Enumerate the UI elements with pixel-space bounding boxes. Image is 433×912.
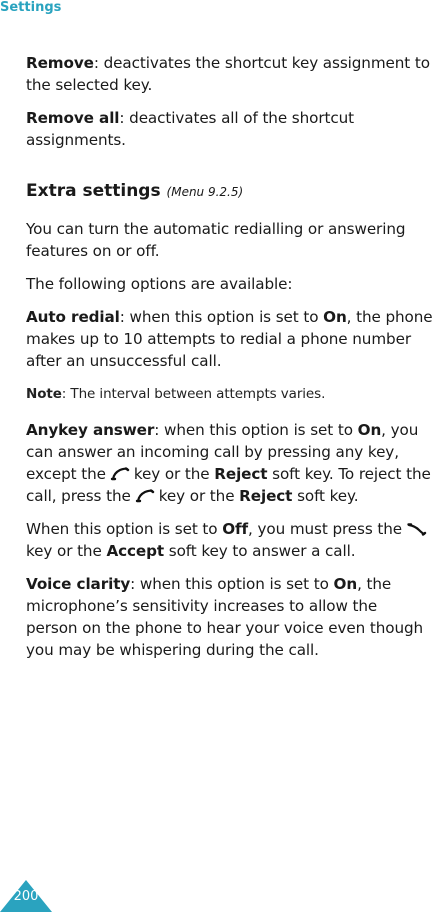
anykey-reject-1: Reject — [214, 465, 268, 483]
auto-redial-paragraph — [26, 306, 433, 372]
off-accept: Accept — [106, 542, 165, 560]
end-call-key-icon — [110, 465, 130, 479]
off-text-1: When this option is set to — [26, 520, 223, 538]
note-text: : The interval between attempts varies. — [61, 386, 326, 402]
send-key-icon — [407, 520, 427, 534]
options-intro-paragraph: The following options are available: — [26, 275, 293, 293]
off-label: Off — [222, 520, 249, 538]
anykey-text-2: , you can answer an incoming call by pressing any key, except the — [26, 421, 419, 483]
anykey-on: On — [357, 421, 382, 439]
note-paragraph — [26, 383, 433, 405]
auto-redial-text-2: , the phone makes up to 10 attempts to redial a phone number after an unsuccessful call. — [26, 308, 433, 370]
remove-label: Remove — [26, 54, 94, 72]
voice-clarity-paragraph — [26, 573, 433, 661]
page-number-tab — [0, 880, 52, 912]
anykey-answer-label: Anykey answer — [26, 421, 155, 439]
anykey-text-1: : when this option is set to — [154, 421, 358, 439]
voice-text-2: , the microphone’s sensitivity increases to allow the person on the phone to hear your voice even though you may be whispering during the call. — [26, 575, 424, 659]
off-text-2: , you must press the — [248, 520, 403, 538]
end-call-key-icon — [135, 487, 155, 501]
extra-settings-heading — [26, 179, 433, 204]
intro-paragraph: You can turn the automatic redialling or answering features on or off. — [26, 220, 406, 260]
remove-text: : deactivates the shortcut key assignment to the selected key. — [26, 54, 430, 94]
auto-redial-label: Auto redial — [26, 308, 120, 326]
voice-clarity-label: Voice clarity — [26, 575, 131, 593]
anykey-text-4: soft key. To reject the call, press the — [26, 465, 431, 505]
section-header: Settings — [0, 0, 62, 15]
note-label: Note — [26, 386, 62, 402]
anykey-text-3: key or the — [133, 465, 215, 483]
off-paragraph — [26, 518, 433, 562]
anykey-answer-paragraph — [26, 419, 433, 507]
remove-all-label: Remove all — [26, 109, 120, 127]
voice-text-1: : when this option is set to — [130, 575, 334, 593]
anykey-reject-2: Reject — [239, 487, 293, 505]
remove-all-text: : deactivates all of the shortcut assignments. — [26, 109, 354, 149]
menu-reference: (Menu 9.2.5) — [166, 185, 244, 199]
auto-redial-on: On — [323, 308, 347, 326]
off-text-3: key or the — [26, 542, 107, 560]
voice-on: On — [333, 575, 358, 593]
remove-all-paragraph — [26, 107, 433, 151]
anykey-text-6: soft key. — [292, 487, 359, 505]
anykey-text-5: key or the — [158, 487, 240, 505]
off-text-4: soft key to answer a call. — [164, 542, 356, 560]
auto-redial-text-1: : when this option is set to — [119, 308, 324, 326]
extra-settings-title: Extra settings — [26, 181, 161, 201]
page-content — [26, 52, 433, 661]
page-number: 200 — [13, 889, 39, 904]
remove-paragraph — [26, 52, 433, 96]
